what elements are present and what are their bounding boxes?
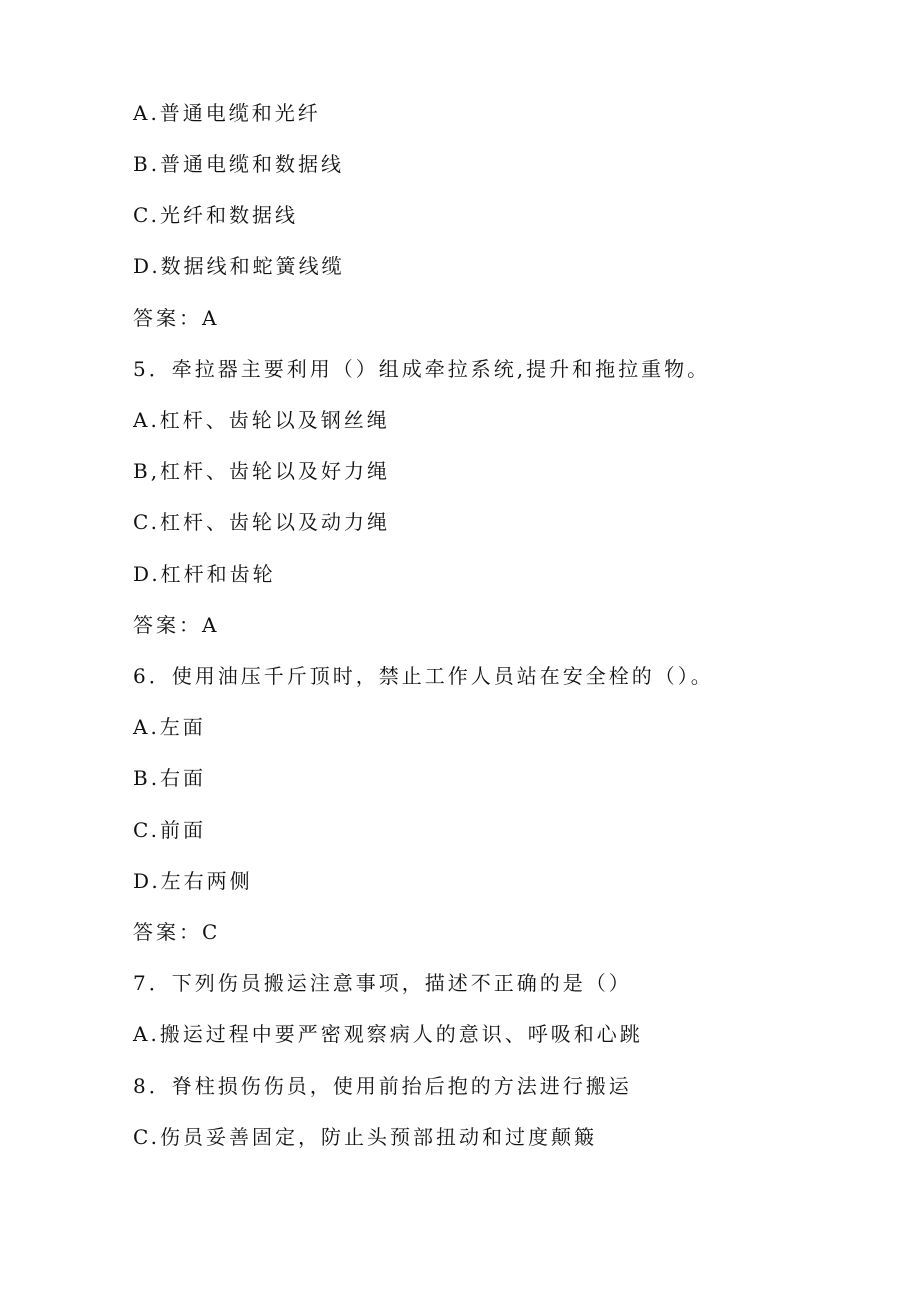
question-7: 7．下列伤员搬运注意事项，描述不正确的是（） — [133, 971, 632, 995]
option-c-q5: C.杠杆、齿轮以及动力绳 — [133, 510, 390, 534]
option-c-q6: C.前面 — [133, 818, 206, 842]
option-b-q4: B.普通电缆和数据线 — [133, 152, 345, 176]
option-d-q6: D.左右两侧 — [133, 869, 253, 893]
option-a-q6: A.左面 — [133, 715, 206, 739]
option-a-q5: A.杠杆、齿轮以及钢丝绳 — [133, 408, 390, 432]
option-c-q4: C.光纤和数据线 — [133, 203, 298, 227]
answer-q5: 答案：A — [133, 613, 220, 637]
answer-q6: 答案：C — [133, 920, 221, 944]
option-a-q7: A.搬运过程中要严密观察病人的意识、呼吸和心跳 — [133, 1022, 643, 1046]
option-b-q6: B.右面 — [133, 766, 207, 790]
question-8: 8．脊柱损伤伤员，使用前抬后抱的方法进行搬运 — [133, 1074, 632, 1098]
option-d-q4: D.数据线和蛇簧线缆 — [133, 254, 345, 278]
question-6: 6．使用油压千斤顶时，禁止工作人员站在安全栓的（）。 — [133, 664, 714, 688]
option-d-q5: D.杠杆和齿轮 — [133, 562, 276, 586]
question-5: 5．牵拉器主要利用（）组成牵拉系统,提升和拖拉重物。 — [133, 357, 711, 381]
option-b-q5: B,杠杆、齿轮以及好力绳 — [133, 459, 391, 483]
option-c-q8: C.伤员妥善固定，防止头预部扭动和过度颠簸 — [133, 1125, 597, 1149]
option-a-q4: A.普通电缆和光纤 — [133, 101, 321, 125]
answer-q4: 答案：A — [133, 306, 220, 330]
